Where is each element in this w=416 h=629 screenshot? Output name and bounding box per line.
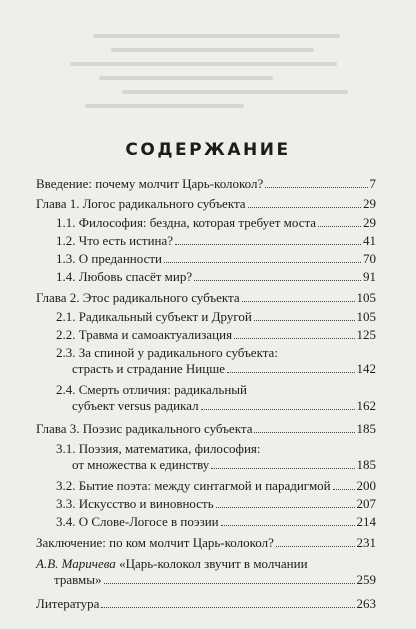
dot-leader: [242, 301, 355, 302]
dot-leader: [227, 372, 355, 373]
toc-entry-section-3-1[interactable]: [56, 441, 376, 473]
toc-entry-text: 2.1. Радикальный субъект и Другой: [56, 309, 252, 324]
toc-entry-page: 29: [363, 215, 376, 230]
dot-leader: [101, 607, 354, 608]
toc-entry-text: Заключение: по ком молчит Царь-колокол?: [36, 535, 274, 550]
toc-entry-page: 185: [356, 457, 376, 472]
toc-entry-introduction[interactable]: [36, 176, 376, 192]
toc-entry-text: 2.4. Смерть отличия: радикальный: [56, 382, 247, 397]
toc-entry-page: 125: [356, 327, 376, 342]
toc-entry-section-3-4[interactable]: [56, 514, 376, 530]
toc-entry-page: 7: [369, 176, 376, 191]
toc-entry-page: 105: [356, 290, 376, 305]
toc-entry-section-3-2[interactable]: [56, 478, 376, 494]
dot-leader: [221, 525, 355, 526]
toc-entry-page: 259: [356, 572, 376, 587]
dot-leader: [201, 409, 355, 410]
toc-entry-text-continued: субъект versus радикал: [72, 398, 199, 413]
toc-entry-section-2-1[interactable]: [56, 309, 376, 325]
toc-entry-text: «Царь-колокол звучит в молчании: [119, 556, 308, 571]
toc-entry-text: 1.2. Что есть истина?: [56, 233, 174, 248]
dot-leader: [234, 338, 354, 339]
toc-entry-text: Введение: почему молчит Царь-колокол?: [36, 176, 264, 191]
toc-entry-section-1-1[interactable]: [56, 215, 376, 231]
toc-entry-page: 91: [363, 269, 376, 284]
dot-leader: [254, 432, 354, 433]
toc-entry-section-1-3[interactable]: [56, 251, 376, 267]
toc-entry-author: А.В. Маричева: [36, 556, 116, 571]
toc-entry-text: 1.1. Философия: бездна, которая требует моста: [56, 215, 317, 230]
toc-entry-conclusion[interactable]: [36, 535, 376, 551]
toc-entry-text: Глава 2. Этос радикального субъекта: [36, 290, 240, 305]
bleed-through-text: [70, 24, 360, 134]
dot-leader: [104, 583, 355, 584]
toc-entry-page: 105: [356, 309, 376, 324]
dot-leader: [164, 262, 361, 263]
dot-leader: [175, 244, 361, 245]
toc-entry-bibliography[interactable]: [36, 596, 376, 612]
toc-entry-page: 162: [356, 398, 376, 413]
toc-entry-text: Литература: [36, 596, 100, 611]
toc-entry-text-continued: от множества к единству: [72, 457, 210, 472]
dot-leader: [194, 280, 361, 281]
toc-entry-chapter-3[interactable]: [36, 421, 376, 437]
toc-entry-page: 142: [356, 361, 376, 376]
toc-entry-text: 3.1. Поэзия, математика, философия:: [56, 441, 261, 456]
toc-entry-page: 231: [356, 535, 376, 550]
toc-entry-section-1-4[interactable]: [56, 269, 376, 285]
toc-entry-chapter-2[interactable]: [36, 290, 376, 306]
toc-entry-section-2-3[interactable]: [56, 345, 376, 377]
toc-entry-text: 2.2. Травма и самоактуализация: [56, 327, 233, 342]
dot-leader: [318, 226, 361, 227]
dot-leader: [276, 546, 355, 547]
toc-entry-text: 2.3. За спиной у радикального субъекта:: [56, 345, 278, 360]
toc-entry-text-continued: страсть и страдание Ницше: [72, 361, 225, 376]
dot-leader: [211, 468, 354, 469]
toc-entry-appendix-essay[interactable]: [36, 556, 376, 588]
toc-entry-page: 214: [356, 514, 376, 529]
toc-title: СОДЕРЖАНИЕ: [125, 140, 291, 160]
toc-entry-text-continued: травмы»: [54, 572, 102, 587]
toc-entry-text: Глава 3. Поэзис радикального субъекта: [36, 421, 253, 436]
toc-entry-page: 263: [356, 596, 376, 611]
toc-entry-text: 3.2. Бытие поэта: между синтагмой и парадигмой: [56, 478, 331, 493]
toc-entry-page: 41: [363, 233, 376, 248]
toc-entry-text: 1.3. О преданности: [56, 251, 162, 266]
toc-entry-chapter-1[interactable]: [36, 196, 376, 212]
dot-leader: [265, 187, 367, 188]
toc-entry-section-2-2[interactable]: [56, 327, 376, 343]
toc-entry-section-3-3[interactable]: [56, 496, 376, 512]
toc-entry-page: 185: [356, 421, 376, 436]
toc-entry-text: 1.4. Любовь спасёт мир?: [56, 269, 193, 284]
toc-entry-text: 3.3. Искусство и виновность: [56, 496, 214, 511]
toc-entry-section-1-2[interactable]: [56, 233, 376, 249]
dot-leader: [254, 320, 355, 321]
dot-leader: [216, 507, 355, 508]
dot-leader: [248, 207, 361, 208]
toc-entry-section-2-4[interactable]: [56, 382, 376, 414]
toc-entry-text: Глава 1. Логос радикального субъекта: [36, 196, 246, 211]
toc-entry-page: 200: [356, 478, 376, 493]
toc-entry-page: 207: [356, 496, 376, 511]
toc-entry-page: 29: [363, 196, 376, 211]
dot-leader: [333, 489, 355, 490]
toc-entry-text: 3.4. О Слове-Логосе в поэзии: [56, 514, 219, 529]
toc-entry-page: 70: [363, 251, 376, 266]
